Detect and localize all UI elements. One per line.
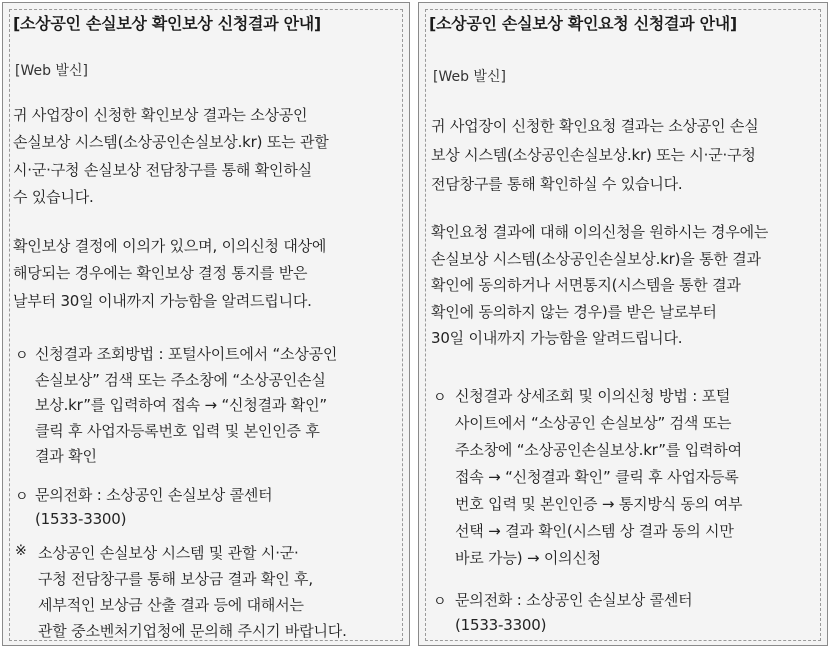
left-para1-line: 시·군·구청 손실보상 전담창구를 통해 확인하실 bbox=[13, 161, 312, 179]
right-para2-line: 확인요청 결과에 대해 이의신청을 원하시는 경우에는 bbox=[431, 223, 769, 241]
right-bullet1-line: 바로 가능) → 이의신청 bbox=[455, 549, 602, 567]
right-para1-line: 보상 시스템(소상공인손실보상.kr) 또는 시·군·구청 bbox=[431, 146, 756, 164]
left-note-line: 관할 중소벤처기업청에 문의해 주시기 바랍니다. bbox=[38, 622, 347, 640]
right-notice-title: [소상공인 손실보상 확인요청 신청결과 안내] bbox=[429, 14, 737, 33]
right-bullet1-marker: ㅇ bbox=[433, 390, 447, 406]
right-bullet1-line: 선택 → 결과 확인(시스템 상 결과 동의 시만 bbox=[455, 522, 734, 540]
right-bullet2-line: 문의전화 : 소상공인 손실보상 콜센터 bbox=[455, 591, 693, 609]
left-para2-line: 해당되는 경우에는 확인보상 결정 통지를 받은 bbox=[13, 264, 308, 282]
left-notice-panel bbox=[2, 2, 410, 646]
left-bullet1-line: 클릭 후 사업자등록번호 입력 및 본인인증 후 bbox=[35, 422, 320, 440]
left-note-line: 구청 전담창구를 통해 보상금 결과 확인 후, bbox=[38, 570, 313, 588]
right-para2-line: 확인에 동의하지 않는 경우)를 받은 날로부터 bbox=[431, 303, 717, 321]
left-para2-line: 날부터 30일 이내까지 가능함을 알려드립니다. bbox=[13, 292, 312, 310]
right-notice-panel bbox=[418, 2, 828, 646]
left-para1-line: 수 있습니다. bbox=[13, 188, 94, 206]
left-bullet1-line: 손실보상” 검색 또는 주소창에 “소상공인손실 bbox=[35, 371, 326, 389]
left-bullet2-line: (1533-3300) bbox=[35, 510, 127, 528]
left-bullet2-marker: ㅇ bbox=[15, 489, 29, 505]
right-bullet2-line: (1533-3300) bbox=[455, 616, 547, 634]
left-note-marker: ※ bbox=[15, 543, 27, 559]
left-bullet1-line: 결과 확인 bbox=[35, 447, 97, 465]
right-para1-line: 전담창구를 통해 확인하실 수 있습니다. bbox=[431, 175, 683, 193]
right-bullet1-line: 주소창에 “소상공인손실보상.kr”를 입력하여 bbox=[455, 441, 742, 459]
right-para2-line: 확인에 동의하거나 서면통지(시스템을 통한 결과 bbox=[431, 276, 741, 294]
left-para1-line: 손실보상 시스템(소상공인손실보상.kr) 또는 관할 bbox=[13, 133, 329, 151]
left-para1-line: 귀 사업장이 신청한 확인보상 결과는 소상공인 bbox=[13, 106, 308, 124]
left-note-line: 소상공인 손실보상 시스템 및 관할 시·군· bbox=[38, 544, 299, 562]
left-note-line: 세부적인 보상금 산출 결과 등에 대해서는 bbox=[38, 596, 304, 614]
left-bullet1-line: 보상.kr”를 입력하여 접속 → “신청결과 확인” bbox=[35, 396, 327, 414]
left-notice-title: [소상공인 손실보상 확인보상 신청결과 안내] bbox=[13, 14, 321, 33]
left-bullet1-marker: ㅇ bbox=[15, 348, 29, 364]
right-bullet1-line: 접속 → “신청결과 확인” 클릭 후 사업자등록 bbox=[455, 468, 739, 486]
right-bullet1-line: 사이트에서 “소상공인 손실보상” 검색 또는 bbox=[455, 414, 732, 432]
right-bullet1-line: 신청결과 상세조회 및 이의신청 방법 : 포털 bbox=[455, 387, 731, 405]
right-bullet2-marker: ㅇ bbox=[433, 594, 447, 610]
left-web-label: [Web 발신] bbox=[15, 63, 88, 79]
right-para1-line: 귀 사업장이 신청한 확인요청 결과는 소상공인 손실 bbox=[431, 117, 759, 135]
left-bullet2-line: 문의전화 : 소상공인 손실보상 콜센터 bbox=[35, 486, 273, 504]
left-bullet1-line: 신청결과 조회방법 : 포털사이트에서 “소상공인 bbox=[35, 345, 338, 363]
right-para2-line: 30일 이내까지 가능함을 알려드립니다. bbox=[431, 329, 683, 347]
right-para2-line: 손실보상 시스템(소상공인손실보상.kr)을 통한 결과 bbox=[431, 250, 761, 268]
right-bullet1-line: 번호 입력 및 본인인증 → 통지방식 동의 여부 bbox=[455, 495, 743, 513]
left-para2-line: 확인보상 결정에 이의가 있으며, 이의신청 대상에 bbox=[13, 237, 327, 255]
right-web-label: [Web 발신] bbox=[433, 69, 506, 85]
